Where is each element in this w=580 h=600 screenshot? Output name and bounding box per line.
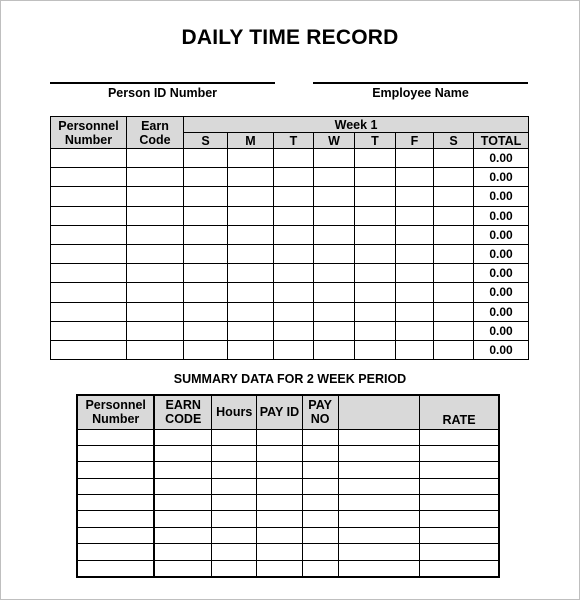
time-entry-cell[interactable] [127, 149, 184, 168]
summary-table [76, 394, 500, 578]
summary-entry-cell[interactable] [212, 511, 257, 527]
time-entry-cell[interactable] [228, 302, 274, 321]
time-entry-cell[interactable] [396, 149, 434, 168]
time-entry-cell[interactable] [396, 264, 434, 283]
person-id-line[interactable] [50, 82, 275, 84]
summary-row [77, 511, 499, 527]
time-entry-cell[interactable] [314, 225, 355, 244]
time-entry-cell[interactable] [127, 283, 184, 302]
summary-entry-cell[interactable] [77, 445, 154, 461]
header-day: T [274, 133, 314, 149]
time-entry-cell[interactable] [184, 283, 228, 302]
summary-row [77, 462, 499, 478]
row-total: 0.00 [474, 206, 529, 225]
time-entry-cell[interactable] [314, 149, 355, 168]
time-entry-cell[interactable] [434, 302, 474, 321]
time-entry-cell[interactable] [228, 149, 274, 168]
summary-entry-cell[interactable] [212, 429, 257, 445]
time-entry-cell[interactable] [274, 187, 314, 206]
time-entry-cell[interactable] [434, 206, 474, 225]
summary-entry-cell[interactable] [77, 527, 154, 543]
time-entry-cell[interactable] [274, 225, 314, 244]
time-entry-cell[interactable] [434, 187, 474, 206]
summary-header-pay-no: PAY NO [302, 395, 338, 429]
time-entry-cell[interactable] [434, 225, 474, 244]
summary-entry-cell[interactable] [420, 445, 499, 461]
summary-entry-cell[interactable] [420, 429, 499, 445]
summary-entry-cell[interactable] [257, 560, 302, 576]
time-entry-cell[interactable] [184, 206, 228, 225]
summary-row [77, 544, 499, 560]
time-entry-cell[interactable] [274, 168, 314, 187]
summary-entry-cell[interactable] [212, 495, 257, 511]
summary-row [77, 429, 499, 445]
time-entry-cell[interactable] [228, 244, 274, 263]
time-entry-cell[interactable] [355, 321, 396, 340]
time-entry-cell[interactable] [434, 283, 474, 302]
header-earn-code: Earn Code [127, 117, 184, 149]
row-total: 0.00 [474, 283, 529, 302]
summary-entry-cell[interactable] [302, 527, 338, 543]
summary-entry-cell[interactable] [77, 462, 154, 478]
time-entry-cell[interactable] [355, 264, 396, 283]
row-total: 0.00 [474, 244, 529, 263]
summary-entry-cell[interactable] [302, 429, 338, 445]
summary-entry-cell[interactable] [154, 560, 211, 576]
table-row [51, 244, 529, 263]
time-entry-cell[interactable] [396, 168, 434, 187]
time-entry-cell[interactable] [184, 321, 228, 340]
time-entry-cell[interactable] [228, 283, 274, 302]
table-row [51, 283, 529, 302]
time-entry-cell[interactable] [184, 225, 228, 244]
time-entry-cell[interactable] [127, 187, 184, 206]
summary-entry-cell[interactable] [212, 527, 257, 543]
summary-header-personnel-number: Personnel Number [77, 395, 154, 429]
time-entry-cell[interactable] [396, 340, 434, 359]
time-entry-cell[interactable] [127, 340, 184, 359]
summary-entry-cell[interactable] [154, 527, 211, 543]
summary-entry-cell[interactable] [338, 560, 419, 576]
summary-entry-cell[interactable] [257, 445, 302, 461]
time-entry-cell[interactable] [51, 187, 127, 206]
time-entry-cell[interactable] [127, 206, 184, 225]
summary-header-earn-code: EARN CODE [154, 395, 211, 429]
time-entry-cell[interactable] [355, 244, 396, 263]
time-entry-cell[interactable] [274, 244, 314, 263]
time-entry-cell[interactable] [184, 302, 228, 321]
summary-row [77, 445, 499, 461]
summary-entry-cell[interactable] [212, 560, 257, 576]
time-entry-cell[interactable] [228, 168, 274, 187]
summary-entry-cell[interactable] [302, 478, 338, 494]
summary-entry-cell[interactable] [154, 478, 211, 494]
summary-entry-cell[interactable] [338, 462, 419, 478]
summary-entry-cell[interactable] [212, 544, 257, 560]
header-week: Week 1 [184, 117, 529, 133]
time-entry-cell[interactable] [127, 302, 184, 321]
summary-header-rate: RATE [420, 395, 499, 429]
summary-entry-cell[interactable] [302, 445, 338, 461]
summary-entry-cell[interactable] [338, 511, 419, 527]
header-personnel-number: Personnel Number [51, 117, 127, 149]
row-total: 0.00 [474, 264, 529, 283]
summary-entry-cell[interactable] [154, 495, 211, 511]
summary-entry-cell[interactable] [338, 445, 419, 461]
time-entry-cell[interactable] [355, 206, 396, 225]
summary-title: SUMMARY DATA FOR 2 WEEK PERIOD [173, 372, 407, 386]
time-entry-cell[interactable] [314, 264, 355, 283]
time-entry-cell[interactable] [355, 283, 396, 302]
row-total: 0.00 [474, 187, 529, 206]
time-entry-cell[interactable] [355, 225, 396, 244]
summary-entry-cell[interactable] [257, 495, 302, 511]
time-entry-cell[interactable] [274, 340, 314, 359]
weekly-time-table [50, 116, 529, 360]
time-entry-cell[interactable] [228, 225, 274, 244]
time-entry-cell[interactable] [127, 225, 184, 244]
summary-row [77, 495, 499, 511]
time-entry-cell[interactable] [51, 264, 127, 283]
summary-entry-cell[interactable] [154, 511, 211, 527]
time-entry-cell[interactable] [274, 302, 314, 321]
time-entry-cell[interactable] [355, 340, 396, 359]
row-total: 0.00 [474, 302, 529, 321]
time-entry-cell[interactable] [127, 244, 184, 263]
summary-entry-cell[interactable] [257, 511, 302, 527]
time-entry-cell[interactable] [51, 206, 127, 225]
summary-entry-cell[interactable] [257, 544, 302, 560]
summary-entry-cell[interactable] [257, 429, 302, 445]
header-day: M [228, 133, 274, 149]
summary-entry-cell[interactable] [338, 495, 419, 511]
summary-entry-cell[interactable] [154, 445, 211, 461]
row-total: 0.00 [474, 168, 529, 187]
summary-entry-cell[interactable] [77, 560, 154, 576]
table-row [51, 168, 529, 187]
summary-entry-cell[interactable] [77, 511, 154, 527]
time-entry-cell[interactable] [184, 340, 228, 359]
time-entry-cell[interactable] [434, 168, 474, 187]
summary-entry-cell[interactable] [420, 527, 499, 543]
row-total: 0.00 [474, 321, 529, 340]
time-entry-cell[interactable] [396, 225, 434, 244]
summary-entry-cell[interactable] [302, 462, 338, 478]
time-entry-cell[interactable] [51, 340, 127, 359]
time-entry-cell[interactable] [51, 321, 127, 340]
row-total: 0.00 [474, 340, 529, 359]
time-entry-cell[interactable] [51, 244, 127, 263]
summary-entry-cell[interactable] [154, 429, 211, 445]
summary-entry-cell[interactable] [420, 560, 499, 576]
summary-entry-cell[interactable] [257, 462, 302, 478]
time-entry-cell[interactable] [314, 206, 355, 225]
summary-entry-cell[interactable] [212, 478, 257, 494]
table-row [51, 302, 529, 321]
time-entry-cell[interactable] [127, 264, 184, 283]
table-row [51, 321, 529, 340]
time-entry-cell[interactable] [314, 283, 355, 302]
table-row [51, 187, 529, 206]
employee-name-label: Employee Name [372, 86, 469, 100]
header-total: TOTAL [474, 133, 529, 149]
table-row [51, 206, 529, 225]
time-entry-cell[interactable] [228, 340, 274, 359]
header-day: W [314, 133, 355, 149]
time-entry-cell[interactable] [184, 168, 228, 187]
summary-entry-cell[interactable] [154, 544, 211, 560]
time-entry-cell[interactable] [314, 168, 355, 187]
header-day: F [396, 133, 434, 149]
summary-entry-cell[interactable] [302, 560, 338, 576]
time-entry-cell[interactable] [51, 302, 127, 321]
time-entry-cell[interactable] [355, 302, 396, 321]
person-id-label: Person ID Number [107, 86, 218, 100]
time-entry-cell[interactable] [314, 302, 355, 321]
summary-entry-cell[interactable] [257, 478, 302, 494]
summary-entry-cell[interactable] [154, 462, 211, 478]
summary-entry-cell[interactable] [302, 544, 338, 560]
summary-header-pay-id: PAY ID [257, 395, 302, 429]
summary-entry-cell[interactable] [338, 429, 419, 445]
time-entry-cell[interactable] [355, 187, 396, 206]
summary-header-blank [338, 395, 419, 429]
summary-entry-cell[interactable] [420, 462, 499, 478]
summary-entry-cell[interactable] [77, 429, 154, 445]
time-entry-cell[interactable] [228, 264, 274, 283]
time-entry-cell[interactable] [51, 149, 127, 168]
time-entry-cell[interactable] [51, 225, 127, 244]
header-day: S [184, 133, 228, 149]
time-entry-cell[interactable] [51, 283, 127, 302]
header-day: T [355, 133, 396, 149]
summary-entry-cell[interactable] [420, 511, 499, 527]
time-entry-cell[interactable] [396, 187, 434, 206]
time-entry-cell[interactable] [228, 321, 274, 340]
summary-entry-cell[interactable] [77, 478, 154, 494]
summary-entry-cell[interactable] [420, 478, 499, 494]
summary-entry-cell[interactable] [420, 495, 499, 511]
summary-entry-cell[interactable] [420, 544, 499, 560]
time-entry-cell[interactable] [184, 264, 228, 283]
time-entry-cell[interactable] [228, 206, 274, 225]
time-entry-cell[interactable] [396, 206, 434, 225]
time-entry-cell[interactable] [434, 244, 474, 263]
time-entry-cell[interactable] [274, 264, 314, 283]
time-entry-cell[interactable] [314, 187, 355, 206]
time-entry-cell[interactable] [355, 149, 396, 168]
time-entry-cell[interactable] [228, 187, 274, 206]
summary-entry-cell[interactable] [302, 495, 338, 511]
summary-entry-cell[interactable] [257, 527, 302, 543]
page-title: DAILY TIME RECORD [181, 26, 399, 49]
time-entry-cell[interactable] [396, 244, 434, 263]
time-entry-cell[interactable] [184, 244, 228, 263]
summary-header-hours: Hours [212, 395, 257, 429]
time-entry-cell[interactable] [314, 244, 355, 263]
summary-entry-cell[interactable] [338, 527, 419, 543]
time-entry-cell[interactable] [396, 321, 434, 340]
summary-entry-cell[interactable] [302, 511, 338, 527]
time-entry-cell[interactable] [355, 168, 396, 187]
summary-entry-cell[interactable] [77, 495, 154, 511]
table-row [51, 225, 529, 244]
time-entry-cell[interactable] [434, 321, 474, 340]
time-entry-cell[interactable] [274, 149, 314, 168]
summary-row [77, 527, 499, 543]
time-entry-cell[interactable] [434, 340, 474, 359]
time-entry-cell[interactable] [274, 206, 314, 225]
summary-entry-cell[interactable] [338, 478, 419, 494]
table-row [51, 340, 529, 359]
time-entry-cell[interactable] [396, 283, 434, 302]
time-entry-cell[interactable] [434, 264, 474, 283]
summary-entry-cell[interactable] [212, 445, 257, 461]
time-entry-cell[interactable] [274, 321, 314, 340]
employee-name-line[interactable] [313, 82, 528, 84]
time-entry-cell[interactable] [396, 302, 434, 321]
time-entry-cell[interactable] [127, 321, 184, 340]
summary-entry-cell[interactable] [338, 544, 419, 560]
time-entry-cell[interactable] [314, 321, 355, 340]
time-entry-cell[interactable] [127, 168, 184, 187]
row-total: 0.00 [474, 225, 529, 244]
summary-entry-cell[interactable] [77, 544, 154, 560]
time-entry-cell[interactable] [434, 149, 474, 168]
time-entry-cell[interactable] [314, 340, 355, 359]
table-row [51, 149, 529, 168]
time-entry-cell[interactable] [184, 149, 228, 168]
summary-entry-cell[interactable] [212, 462, 257, 478]
time-entry-cell[interactable] [184, 187, 228, 206]
summary-row [77, 560, 499, 576]
time-entry-cell[interactable] [274, 283, 314, 302]
time-entry-cell[interactable] [51, 168, 127, 187]
table-row [51, 264, 529, 283]
header-day: S [434, 133, 474, 149]
row-total: 0.00 [474, 149, 529, 168]
summary-row [77, 478, 499, 494]
